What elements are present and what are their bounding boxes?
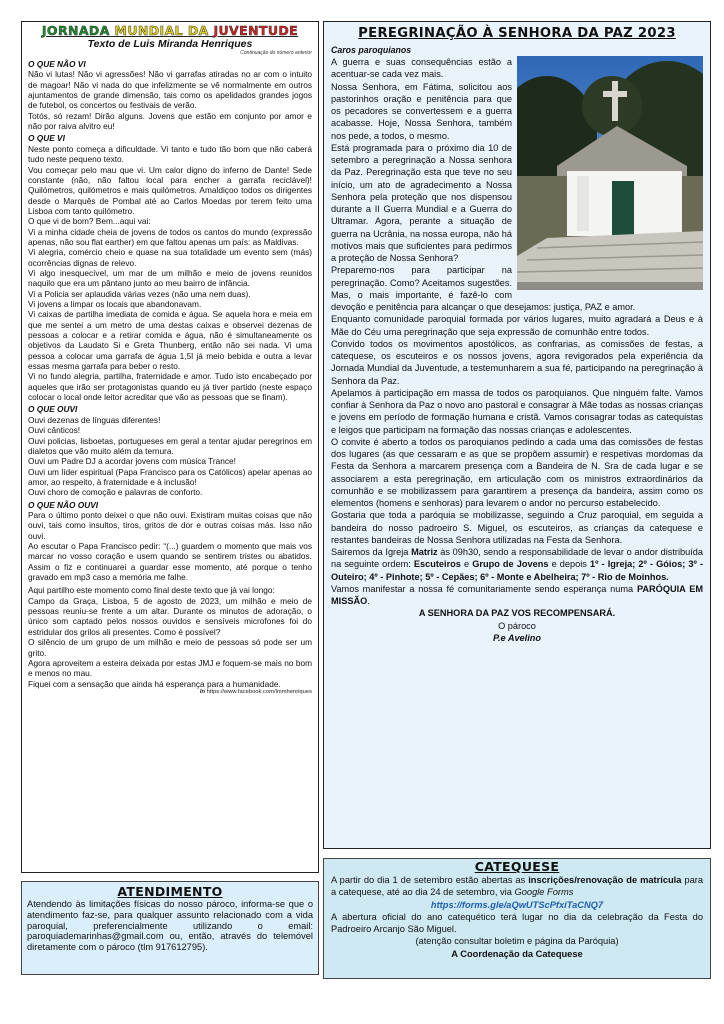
paragraph: Vou começar pelo mau que vi. Um calor digno do inferno de Dante! Sede constante (não, não faltou local para encher a garrafa reciclável)! Quilómetros, quilómetros e mais quilómetros. Amaldiçoo todos os dirigentes desde o Marquês de Pombal até ao Carlos Moedas por terem feito uma Lisboa com tanto quilómetro. [28, 164, 312, 216]
chapel-illustration [517, 56, 703, 290]
paragraph: O silêncio de um grupo de um milhão e meio de pessoas só pode ser um grito. [28, 637, 312, 658]
continuation-note: Continuação do número anterior [240, 50, 312, 56]
text-italic: Google Forms [514, 887, 574, 898]
atendimento-text [27, 899, 313, 953]
catequese-box [323, 858, 711, 979]
paragraph: Vi algo inesquecível, um mar de um milhão e meio de jovens reunidos naquilo que era um pântano junto ao meu bairro de infância. [28, 268, 312, 289]
paragraph: Ouvi choro de comoção e palavras de conforto. [28, 487, 203, 498]
title-word: JORNADA [41, 23, 110, 38]
signature: A Coordenação da Catequese [451, 948, 583, 959]
paragraph: A abertura oficial do ano catequético terá lugar no dia da celebração da Festa do Padroeiro Arcanjo São Miguel. [331, 911, 703, 935]
places-list: 1º - Igreja; 2º - Góios; 3º - Outeiro; 4º - Pinhote; 5º - Cepães; 6º - Monte e Abelheira; 7º - Rio de Moinhos. [331, 559, 704, 582]
source-link[interactable]: https://www.facebook.com/lmmhenriques [206, 688, 312, 695]
text: Sairemos da Igreja [331, 547, 409, 557]
text: às 09h30, sendo a responsabilidade de levar o andor distribuída na seguinte ordem: [331, 547, 703, 570]
paragraph: Totós, só rezam! Dirão alguns. Jovens que estão em conjunto por amor e não por raiva alvitro eu! [28, 110, 312, 132]
paragraph: Aqui partilho este momento como final deste texto que já vai longo: [28, 585, 275, 596]
paragraph [331, 874, 703, 899]
jmj-article [21, 21, 319, 873]
paragraph: Vi no fundo alegria, partilha, fraternidade e amor. Tudo isto encabeçado por aqueles que irão ser protagonistas quando eu já tiver partido (neste espaço colocar o local onde leitor acreditar que vão as pessoas que se finam). [28, 371, 312, 403]
paragraph: Para o último ponto deixei o que não ouvi. Existiram muitas coisas que não ouvi, tais como insultos, tiros, gritos de dor e outras coisas más. Isso não ouvi. [28, 510, 312, 541]
paragraph: Agora aproveitem a esteira deixada por estas JMJ e foquem-se mais no bom e menos no mau. [28, 657, 312, 679]
title-word: MUNDIAL [114, 23, 184, 38]
paragraph: Fiquei com a sensação que ainda há esperança para a humanidade. [28, 678, 281, 689]
text-bold: PARÓQUIA EM MISSÃO [331, 583, 703, 606]
chapel-photo [517, 56, 703, 290]
text-bold: Grupo de Jovens [472, 559, 549, 570]
text-bold: Escuteiros [413, 559, 461, 570]
source-prefix: In [199, 688, 206, 695]
email-link[interactable]: paroquiademarinhas@gmail.com [27, 931, 164, 942]
text: Vamos manifestar a nossa fé comunitariamente sendo esperança numa [331, 583, 634, 594]
closing-line: A SENHORA DA PAZ VOS RECOMPENSARÁ. [418, 608, 616, 619]
article-source [28, 689, 312, 696]
text-bold: Matriz [411, 547, 438, 557]
greeting: Caros paroquianos [331, 45, 412, 55]
section-heading: O QUE NÃO OUVI [28, 499, 99, 510]
section-heading: O QUE NÃO VI [28, 59, 86, 69]
paragraph: Vamos manifestar a nossa fé comunitariamente sendo esperança numa PARÓQUIA EM MISSÃO. [331, 583, 703, 606]
text: A partir do dia 1 de setembro estão abertas as [331, 875, 526, 885]
paragraph: Neste ponto começa a dificuldade. Vi tanto e tudo tão bom que não caberá tudo neste pequeno texto. [28, 143, 312, 165]
paragraph: Vi a Policia ser aplaudida várias vezes (não uma nem duas). [28, 288, 251, 299]
paragraph: Vi caixas de partilha imediata de comida e água. Se aquela hora e meia em que me sentei a um metro de uma destas caixas e observei dezenas de pessoas a colocar e a retirar comida e água, não é simultaneamente os objetivos da Laudato Si e Greta Thunberg, então não sei nada. Vi uma pessoa a colocar uma garrafa de água 1,5l já meio bebida e outra a levar essas mesma garrafa para beber o resto. [28, 309, 312, 372]
paragraph: Ouvi dezenas de línguas diferentes! [28, 414, 161, 425]
jmj-title [28, 24, 312, 38]
forms-link[interactable]: https://forms.gle/aQwUTScPfxiTaCNQ7 [430, 899, 604, 910]
section-heading: O QUE VI [28, 133, 65, 144]
title-word: DA [187, 23, 209, 38]
signature-name: P.e Avelino [493, 632, 541, 643]
atendimento-intro: Atendendo às limitações físicas do nosso pároco, informa-se que o atendimento faz-se, para qualquer assunto relacionado com a vida paroquial, preferencialmente utilizando o email: [27, 899, 313, 931]
text: e [464, 559, 470, 570]
title-word: JUVENTUDE [213, 23, 299, 38]
text: e depois [551, 559, 587, 570]
section-heading: O QUE OUVI [28, 404, 78, 415]
signature-role: O pároco [498, 620, 536, 631]
paragraph: Vi a minha cidade cheia de jovens de todos os cantos do mundo (expressão apenas, não sou flat earther) em que faltou apenas um país: as Maldivas. [28, 226, 312, 247]
paragraph: O que vi de bom? Bem...aqui vai: [28, 216, 151, 227]
paragraph: O convite é aberto a todos os paroquianos pedindo a cada uma das comissões de festas dos lugares (as que cessaram e as que se propõem assumir) e respetivas mordomas da Festa da Senhora a marcarem presença com a Bandeira de N. Sra de cada lugar e se associarem a esta peregrinação, em articulação com os ministros extraordinários da comunhão e se mobilizassem para garantirem a presença da bandeira, assim como os elementos (homens e senhoras) para levarem o andor no percurso estabelecido. [331, 436, 703, 508]
procession-order [331, 546, 703, 583]
catequese-title: CATEQUESE [474, 859, 560, 874]
paragraph: Não vi lutas! Não vi agressões! Não vi garrafas atiradas no ar com o intuito de magoar! Não vi nada do que infelizmente se vê normalmente em outros ajuntamentos de grande dimensão, tais como os apelidados grandes jogos de futebol, os concertos ou festivais de verão. [28, 69, 312, 111]
atendimento-box [21, 881, 319, 975]
paragraph: Campo da Graça, Lisboa, 5 de agosto de 2023, um milhão e meio de pessoas reuniu-se frente a um altar. Durante os minutos de adoração, o único som captado pelos nossos ouvidos e sensíveis microfones foi do estridular dos grilos ali presentes. Como é possível? [28, 595, 312, 637]
paragraph: Apelamos à participação em massa de todos os paroquianos. Que ninguém falte. Vamos confiar à Senhora da Paz o novo ano pastoral e consagrar à Mãe todas as nossas crianças e jovens em período de formação humana e cristã. Vamos consagrar todas as catequistas e leigos que participam na formação das nossas crianças e adolescentes. [331, 387, 703, 435]
article-author: Texto de Luis Miranda Henriques [87, 38, 253, 50]
paragraph: Convido todos os movimentos apostólicos, as confrarias, as comissões de festas, a catequese, os escuteiros e os nossos jovens, agora revigorados pela experiência da Jornada Mundial da Juventude, a testemunharem a sua fé, participando na peregrinação à Senhora da Paz. [331, 338, 703, 386]
text: para a catequese, até ao dia 24 de setembro, via [331, 875, 704, 898]
note: (atenção consultar boletim e página da Paróquia) [415, 936, 619, 947]
paragraph: Ouvi um líder espiritual (Papa Francisco para os Católicos) apelar apenas ao amor, ao respeito, à fraternidade e à inclusão! [28, 466, 312, 487]
paragraph: A guerra e suas consequências estão a acentuar-se cada vez mais. [331, 57, 512, 80]
paragraph: Ouvi cânticos! [28, 425, 81, 436]
paragraph: Vi jovens a limpar os locais que abandonavam. [28, 299, 202, 310]
peregrinacao-box [323, 21, 711, 849]
paragraph: Gostaria que toda a paróquia se mobilizasse, seguindo a Cruz paroquial, em seguida a bandeira do nosso padroeiro S. Miguel, os escuteiros, as crianças da catequese e restantes bandeiras de Nossa Senhora utilizadas na Festa da Senhora. [331, 510, 703, 545]
paragraph: Ouvi um Padre DJ a acordar jovens com música Trance! [28, 456, 236, 467]
paragraph: Está programada para o próximo dia 10 de setembro a peregrinação a Nossa senhora da Paz. Peregrinação esta que teve no seu início, um ato de agradecimento a Nossa Senhora pela proteção que nos dispensou durante a II Guerra Mundial e a Guerra do Ultramar. Agora, perante a situação de guerra na Ucrânia, na nossa europa, não há motivos mais que suficientes para pedirmos a proteção de Nossa Senhora? [331, 142, 512, 263]
atendimento-title: ATENDIMENTO [117, 884, 223, 899]
paragraph: Nossa Senhora, em Fátima, solicitou aos pastorinhos oração e penitência para que os pecadores se convertessem e a guerra acabasse. Hoje, Nossa Senhora, também nos pede, a todos, o mesmo. [331, 81, 512, 141]
paragraph: Ao escutar o Papa Francisco pedir: “(...) guardem o momento que mais vos marcar no vosso coração e usem quando se sentirem tristes ou abatidos. Assim o fiz e continuarei a guardar esse momento, até porque o tenho gravado em mp3 caso a memória me falhe. [28, 541, 312, 583]
paragraph: Enquanto comunidade paroquial formada por vários lugares, muito agradará a Deus e à Mãe do Céu uma peregrinação que seja expressão de comunhão entre todos. [331, 314, 703, 337]
peregrinacao-title: PEREGRINAÇÃO À SENHORA DA PAZ 2023 [358, 26, 676, 41]
paragraph: Vi alegria, comércio cheio e quase na sua totalidade um evento sem (más) ocorrências dignas de relevo. [28, 247, 312, 268]
text-bold: inscrições/renovação de matrícula [528, 875, 682, 885]
atendimento-contact: ou, então, através do telemóvel diretamente com o pároco (tlm 917612795). [27, 931, 313, 953]
paragraph: Preparemo-nos para participar na peregrinação. Como? Aceitamos sugestões. Mas, o mais importante, é fazê-lo com devoção e penitência para alcançar o que desejamos: justiça, PAZ e amor. [331, 265, 636, 312]
paragraph: Ouvi policias, lisboetas, portugueses em geral a tentar ajudar peregrinos em dialetos que vão muito além da ternura. [28, 435, 312, 456]
